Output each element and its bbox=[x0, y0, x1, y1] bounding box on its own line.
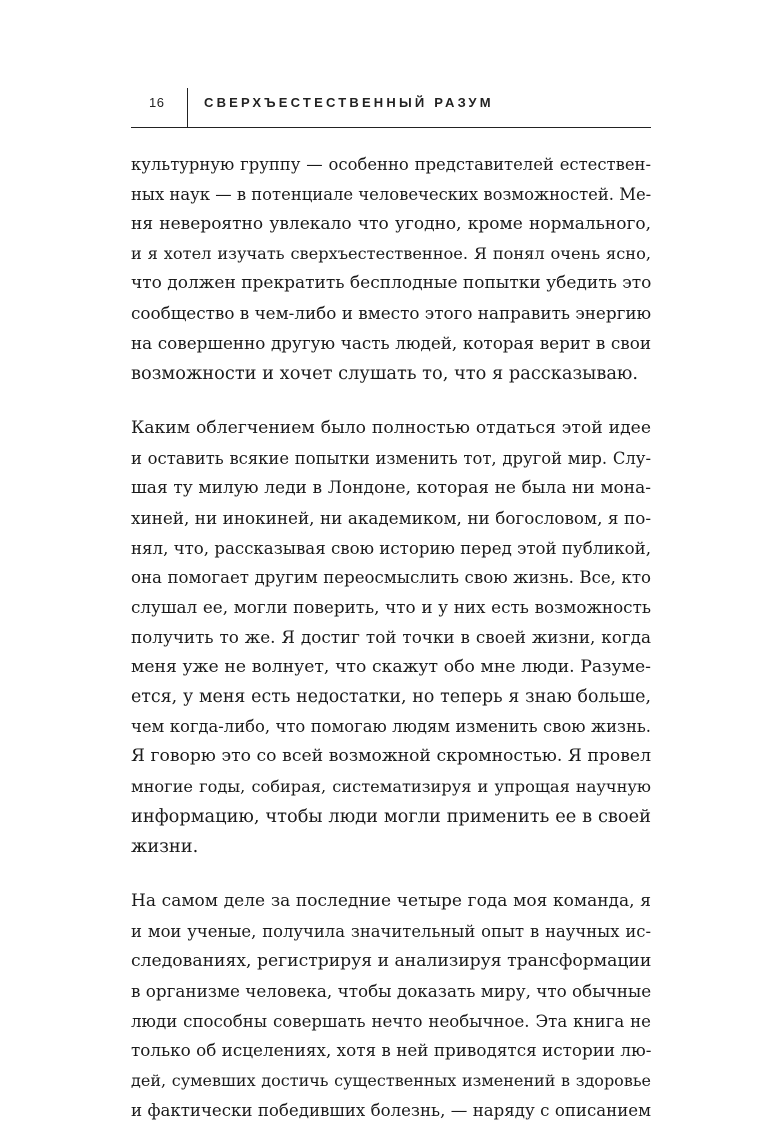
text-line: ных наук — в потенциале человеческих возможностей. Ме- bbox=[131, 184, 652, 204]
text-line: слушал ее, могли поверить, что и у них есть возможность bbox=[131, 597, 651, 618]
paragraph-gap bbox=[131, 861, 651, 887]
text-line: Каким облегчением было полностью отдаться этой идее bbox=[131, 418, 651, 439]
text-line: чем когда-либо, что помогаю людям изменить свою жизнь. bbox=[131, 717, 651, 737]
text-line: следованиях, регистрируя и анализируя трансформации bbox=[131, 950, 652, 971]
paragraph-3 bbox=[131, 887, 651, 1125]
text-line: нял, что, рассказывая свою историю перед этой публикой, bbox=[131, 538, 651, 558]
text-line: шая ту милую леди в Лондоне, которая не была ни мона- bbox=[131, 477, 651, 498]
paragraph-2 bbox=[131, 414, 651, 861]
text-line: на совершенно другую часть людей, которая верит в свои bbox=[131, 332, 651, 353]
text-line: информацию, чтобы люди могли применить ее в своей bbox=[131, 805, 651, 827]
page-number: 16 bbox=[149, 95, 165, 110]
text-line: получить то же. Я достиг той точки в своей жизни, когда bbox=[131, 626, 651, 647]
text-line: она помогает другим переосмыслить свою жизнь. Все, кто bbox=[131, 568, 651, 588]
text-line: дей, сумевших достичь существенных изменений в здоровье bbox=[131, 1071, 651, 1091]
text-line: ня невероятно увлекало что угодно, кроме нормального, bbox=[131, 213, 651, 234]
header-rule bbox=[131, 127, 651, 128]
text-line: и оставить всякие попытки изменить тот, другой мир. Слу- bbox=[131, 449, 651, 469]
running-title: СВЕРХЪЕСТЕСТВЕННЫЙ РАЗУМ bbox=[204, 95, 494, 110]
text-line: и фактически победивших болезнь, — наряду с описанием bbox=[131, 1100, 651, 1120]
text-line: культурную группу — особенно представителей естествен- bbox=[131, 155, 651, 174]
text-line: хиней, ни инокиней, ни академиком, ни богословом, я по- bbox=[131, 507, 651, 528]
header-divider bbox=[187, 88, 188, 128]
text-line: и я хотел изучать сверхъестественное. Я понял очень ясно, bbox=[131, 244, 651, 264]
text-line: ется, у меня есть недостатки, но теперь я знаю больше, bbox=[131, 686, 651, 707]
text-line: меня уже не волнует, что скажут обо мне люди. Разуме- bbox=[131, 656, 651, 677]
text-line: многие годы, собирая, систематизируя и упрощая научную bbox=[131, 776, 651, 796]
text-line: только об исцелениях, хотя в ней приводятся истории лю- bbox=[131, 1040, 652, 1061]
text-line: люди способны совершать нечто необычное. Эта книга не bbox=[131, 1011, 651, 1031]
running-header bbox=[131, 88, 651, 128]
body-text bbox=[131, 150, 651, 1126]
text-line: сообщество в чем-либо и вместо этого направить энергию bbox=[131, 302, 652, 323]
text-line: что должен прекратить бесплодные попытки убедить это bbox=[131, 273, 652, 294]
text-line: На самом деле за последние четыре года моя команда, я bbox=[131, 891, 651, 912]
text-line: Я говорю это со всей возможной скромностью. Я провел bbox=[131, 746, 651, 767]
text-line: в организме человека, чтобы доказать миру, что обычные bbox=[131, 980, 652, 1001]
text-line: и мои ученые, получила значительный опыт в научных ис- bbox=[131, 922, 651, 942]
text-line: жизни. bbox=[131, 835, 199, 857]
paragraph-gap bbox=[131, 388, 651, 414]
text-line: возможности и хочет слушать то, что я рассказываю. bbox=[131, 362, 639, 384]
paragraph-1 bbox=[131, 150, 651, 388]
